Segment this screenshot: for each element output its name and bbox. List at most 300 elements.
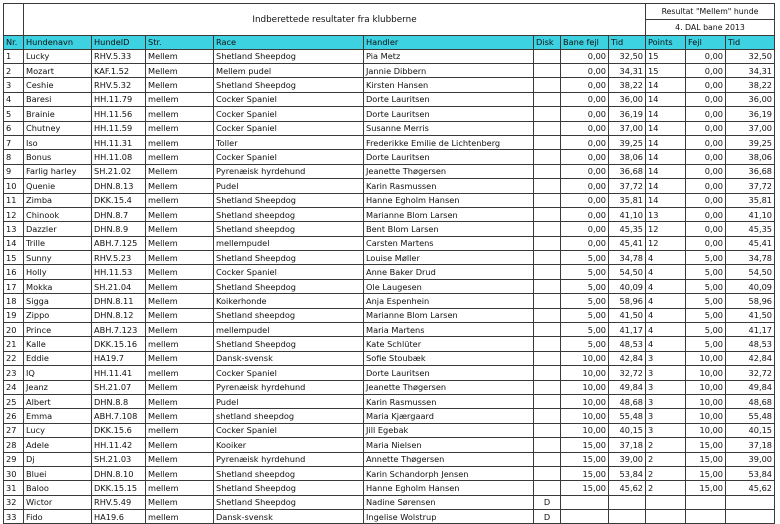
table-row — [4, 135, 775, 149]
cell-tid-total: 54,50 — [726, 265, 775, 279]
cell-fejl: 10,00 — [686, 394, 726, 408]
cell-disk — [534, 49, 561, 63]
cell-fejl: 0,00 — [686, 92, 726, 106]
cell-dog-id: HH.11.59 — [92, 121, 146, 135]
cell-size: Mellem — [146, 78, 214, 92]
cell-handler: Dorte Lauritsen — [364, 92, 534, 106]
table-row — [4, 251, 775, 265]
cell-race: Pyrenæisk hyrdehund — [214, 380, 364, 394]
cell-handler: Louise Møller — [364, 251, 534, 265]
cell-tid: 55,48 — [609, 409, 646, 423]
cell-fejl: 10,00 — [686, 351, 726, 365]
table-row — [4, 92, 775, 106]
cell-size: Mellem — [146, 466, 214, 480]
cell-nr: 10 — [4, 179, 24, 193]
cell-bane-fejl: 0,00 — [561, 164, 609, 178]
cell-tid-total: 48,68 — [726, 394, 775, 408]
cell-disk — [534, 78, 561, 92]
cell-tid: 48,68 — [609, 394, 646, 408]
cell-size: mellem — [146, 366, 214, 380]
cell-points: 4 — [646, 323, 686, 337]
cell-tid-total: 40,15 — [726, 423, 775, 437]
cell-disk — [534, 423, 561, 437]
title-row — [4, 4, 775, 20]
table-row — [4, 308, 775, 322]
cell-handler: Ole Laugesen — [364, 279, 534, 293]
cell-dog-name: Zimba — [24, 193, 92, 207]
cell-dog-id: SH.21.07 — [92, 380, 146, 394]
cell-tid-total: 36,68 — [726, 164, 775, 178]
cell-tid: 37,00 — [609, 121, 646, 135]
cell-nr: 30 — [4, 466, 24, 480]
cell-disk — [534, 351, 561, 365]
cell-fejl: 0,00 — [686, 150, 726, 164]
cell-points: 14 — [646, 179, 686, 193]
cell-nr: 13 — [4, 222, 24, 236]
cell-bane-fejl: 5,00 — [561, 279, 609, 293]
table-row — [4, 409, 775, 423]
cell-dog-name: Mokka — [24, 279, 92, 293]
cell-fejl: 0,00 — [686, 222, 726, 236]
cell-bane-fejl: 15,00 — [561, 438, 609, 452]
cell-fejl: 15,00 — [686, 466, 726, 480]
cell-bane-fejl: 10,00 — [561, 366, 609, 380]
cell-tid-total: 32,72 — [726, 366, 775, 380]
cell-nr: 26 — [4, 409, 24, 423]
cell-handler: Jeanette Thøgersen — [364, 164, 534, 178]
cell-disk — [534, 63, 561, 77]
cell-handler: Dorte Lauritsen — [364, 366, 534, 380]
cell-handler: Karin Rasmussen — [364, 179, 534, 193]
cell-tid: 45,62 — [609, 481, 646, 495]
cell-tid-total: 41,10 — [726, 207, 775, 221]
table-row — [4, 438, 775, 452]
cell-size: Mellem — [146, 495, 214, 509]
cell-dog-id: DHN.8.8 — [92, 394, 146, 408]
cell-tid: 41,10 — [609, 207, 646, 221]
cell-fejl: 0,00 — [686, 107, 726, 121]
cell-nr: 14 — [4, 236, 24, 250]
cell-race: Shetland Sheepdog — [214, 251, 364, 265]
cell-disk — [534, 438, 561, 452]
cell-bane-fejl — [561, 510, 609, 524]
cell-dog-name: Chinook — [24, 207, 92, 221]
cell-bane-fejl: 0,00 — [561, 107, 609, 121]
cell-nr: 2 — [4, 63, 24, 77]
cell-bane-fejl: 10,00 — [561, 351, 609, 365]
cell-size: mellem — [146, 135, 214, 149]
cell-fejl: 10,00 — [686, 423, 726, 437]
cell-dog-id: HH.11.31 — [92, 135, 146, 149]
cell-race: Koikerhonde — [214, 294, 364, 308]
cell-fejl: 0,00 — [686, 78, 726, 92]
cell-dog-name: Albert — [24, 394, 92, 408]
cell-dog-id: RHV.5.23 — [92, 251, 146, 265]
cell-bane-fejl: 0,00 — [561, 121, 609, 135]
cell-dog-id: DKK.15.6 — [92, 423, 146, 437]
cell-dog-name: Bonus — [24, 150, 92, 164]
cell-size: Mellem — [146, 351, 214, 365]
cell-tid: 36,68 — [609, 164, 646, 178]
cell-tid-total: 58,96 — [726, 294, 775, 308]
cell-tid: 40,09 — [609, 279, 646, 293]
cell-handler: Kirsten Hansen — [364, 78, 534, 92]
cell-dog-name: Iso — [24, 135, 92, 149]
cell-disk — [534, 135, 561, 149]
cell-race: Cocker Spaniel — [214, 423, 364, 437]
cell-size: mellem — [146, 423, 214, 437]
table-row — [4, 49, 775, 63]
cell-dog-name: Sigga — [24, 294, 92, 308]
cell-race: Shetland sheepdog — [214, 207, 364, 221]
cell-nr: 25 — [4, 394, 24, 408]
cell-handler: Nadine Sørensen — [364, 495, 534, 509]
cell-handler: Anne Baker Drud — [364, 265, 534, 279]
cell-race: Shetland Sheepdog — [214, 193, 364, 207]
cell-fejl: 0,00 — [686, 63, 726, 77]
cell-fejl: 0,00 — [686, 135, 726, 149]
cell-tid: 35,81 — [609, 193, 646, 207]
cell-points: 14 — [646, 150, 686, 164]
cell-tid: 38,22 — [609, 78, 646, 92]
cell-points: 14 — [646, 92, 686, 106]
cell-points: 2 — [646, 452, 686, 466]
col-points-header: Points — [646, 36, 686, 50]
cell-dog-name: Chutney — [24, 121, 92, 135]
cell-points: 2 — [646, 466, 686, 480]
cell-tid-total: 34,31 — [726, 63, 775, 77]
cell-dog-name: Emma — [24, 409, 92, 423]
cell-dog-name: Kalle — [24, 337, 92, 351]
cell-handler: Dorte Lauritsen — [364, 150, 534, 164]
cell-fejl: 0,00 — [686, 121, 726, 135]
cell-points: 12 — [646, 222, 686, 236]
cell-points: 3 — [646, 409, 686, 423]
cell-disk — [534, 481, 561, 495]
cell-nr: 7 — [4, 135, 24, 149]
table-row — [4, 337, 775, 351]
cell-bane-fejl: 0,00 — [561, 236, 609, 250]
cell-bane-fejl: 0,00 — [561, 63, 609, 77]
cell-handler: Dorte Lauritsen — [364, 107, 534, 121]
cell-points: 2 — [646, 481, 686, 495]
cell-fejl — [686, 510, 726, 524]
cell-size: Mellem — [146, 323, 214, 337]
title-spacer-left — [4, 4, 24, 36]
cell-points: 14 — [646, 193, 686, 207]
cell-bane-fejl: 5,00 — [561, 337, 609, 351]
table-row — [4, 78, 775, 92]
cell-tid-total: 34,78 — [726, 251, 775, 265]
cell-nr: 31 — [4, 481, 24, 495]
cell-bane-fejl: 0,00 — [561, 135, 609, 149]
cell-points — [646, 510, 686, 524]
cell-bane-fejl: 0,00 — [561, 222, 609, 236]
cell-points: 3 — [646, 351, 686, 365]
cell-tid: 49,84 — [609, 380, 646, 394]
cell-bane-fejl: 0,00 — [561, 150, 609, 164]
cell-size: Mellem — [146, 394, 214, 408]
cell-handler: Maria Nielsen — [364, 438, 534, 452]
table-row — [4, 179, 775, 193]
cell-disk — [534, 323, 561, 337]
cell-tid-total: 55,48 — [726, 409, 775, 423]
col-nr-header: Nr. — [4, 36, 24, 50]
cell-tid: 58,96 — [609, 294, 646, 308]
cell-nr: 29 — [4, 452, 24, 466]
cell-handler: Susanne Merris — [364, 121, 534, 135]
cell-race: shetland sheepdog — [214, 409, 364, 423]
cell-race: Shetland Sheepdog — [214, 49, 364, 63]
table-row — [4, 394, 775, 408]
cell-dog-id: HH.11.42 — [92, 438, 146, 452]
cell-fejl: 0,00 — [686, 49, 726, 63]
cell-race: Dansk-svensk — [214, 351, 364, 365]
cell-fejl: 5,00 — [686, 294, 726, 308]
cell-tid: 53,84 — [609, 466, 646, 480]
cell-points: 4 — [646, 294, 686, 308]
cell-handler: Hanne Egholm Hansen — [364, 481, 534, 495]
cell-dog-id: RHV.5.33 — [92, 49, 146, 63]
cell-dog-id: ABH.7.123 — [92, 323, 146, 337]
cell-bane-fejl: 10,00 — [561, 409, 609, 423]
cell-dog-name: Lucy — [24, 423, 92, 437]
cell-tid: 42,84 — [609, 351, 646, 365]
cell-race: Mellem pudel — [214, 63, 364, 77]
cell-fejl: 10,00 — [686, 366, 726, 380]
cell-tid: 39,25 — [609, 135, 646, 149]
cell-disk — [534, 92, 561, 106]
cell-dog-id: HH.11.79 — [92, 92, 146, 106]
cell-dog-name: Wictor — [24, 495, 92, 509]
cell-fejl: 5,00 — [686, 279, 726, 293]
cell-bane-fejl: 0,00 — [561, 193, 609, 207]
cell-points: 15 — [646, 49, 686, 63]
cell-bane-fejl: 10,00 — [561, 423, 609, 437]
table-row — [4, 63, 775, 77]
cell-tid-total: 49,84 — [726, 380, 775, 394]
table-row — [4, 351, 775, 365]
cell-race: Shetland sheepdog — [214, 222, 364, 236]
cell-dog-id: DHN.8.13 — [92, 179, 146, 193]
cell-points: 14 — [646, 78, 686, 92]
cell-size: mellem — [146, 481, 214, 495]
cell-fejl: 15,00 — [686, 438, 726, 452]
cell-size: Mellem — [146, 251, 214, 265]
cell-tid-total: 42,84 — [726, 351, 775, 365]
table-row — [4, 452, 775, 466]
cell-nr: 18 — [4, 294, 24, 308]
cell-dog-id: SH.21.04 — [92, 279, 146, 293]
cell-handler: Annette Thøgersen — [364, 452, 534, 466]
cell-handler: Maria Kjærgaard — [364, 409, 534, 423]
table-row — [4, 279, 775, 293]
cell-size: Mellem — [146, 409, 214, 423]
cell-tid-total: 41,17 — [726, 323, 775, 337]
cell-size: mellem — [146, 107, 214, 121]
cell-dog-id: DKK.15.15 — [92, 481, 146, 495]
cell-nr: 20 — [4, 323, 24, 337]
cell-race: Cocker Spaniel — [214, 121, 364, 135]
table-row — [4, 495, 775, 509]
competition-name: 4. DAL bane 2013 — [646, 20, 775, 36]
cell-handler: Frederikke Emilie de Lichtenberg — [364, 135, 534, 149]
column-header-row — [4, 36, 775, 50]
cell-tid-total: 37,72 — [726, 179, 775, 193]
cell-dog-name: Lucky — [24, 49, 92, 63]
cell-race: Pyrenæisk hyrdehund — [214, 164, 364, 178]
cell-handler: Maria Martens — [364, 323, 534, 337]
cell-disk — [534, 207, 561, 221]
cell-disk — [534, 452, 561, 466]
cell-tid-total — [726, 510, 775, 524]
cell-size: Mellem — [146, 236, 214, 250]
col-name-header: Hundenavn — [24, 36, 92, 50]
cell-dog-id: DHN.8.11 — [92, 294, 146, 308]
cell-tid: 34,78 — [609, 251, 646, 265]
cell-race: Shetland sheepdog — [214, 466, 364, 480]
cell-dog-name: Prince — [24, 323, 92, 337]
cell-dog-id: DKK.15.16 — [92, 337, 146, 351]
cell-disk: D — [534, 510, 561, 524]
cell-size: Mellem — [146, 308, 214, 322]
cell-dog-name: Baresi — [24, 92, 92, 106]
cell-bane-fejl: 10,00 — [561, 380, 609, 394]
cell-dog-id: DHN.8.9 — [92, 222, 146, 236]
cell-dog-id: ABH.7.108 — [92, 409, 146, 423]
cell-nr: 11 — [4, 193, 24, 207]
cell-dog-id: RHV.5.49 — [92, 495, 146, 509]
col-tid2-header: Tid — [726, 36, 775, 50]
cell-points: 3 — [646, 366, 686, 380]
cell-points: 4 — [646, 251, 686, 265]
cell-fejl: 10,00 — [686, 380, 726, 394]
cell-tid: 32,72 — [609, 366, 646, 380]
cell-race: Shetland Sheepdog — [214, 337, 364, 351]
cell-nr: 32 — [4, 495, 24, 509]
cell-tid: 45,35 — [609, 222, 646, 236]
cell-handler: Bent Blom Larsen — [364, 222, 534, 236]
cell-race: Shetland Sheepdog — [214, 495, 364, 509]
cell-points: 14 — [646, 135, 686, 149]
cell-dog-name: Bluei — [24, 466, 92, 480]
cell-size: Mellem — [146, 164, 214, 178]
cell-fejl: 0,00 — [686, 207, 726, 221]
table-row — [4, 366, 775, 380]
cell-race: Cocker Spaniel — [214, 265, 364, 279]
cell-tid: 32,50 — [609, 49, 646, 63]
cell-dog-id: HH.11.08 — [92, 150, 146, 164]
cell-nr: 1 — [4, 49, 24, 63]
cell-fejl: 0,00 — [686, 193, 726, 207]
cell-tid: 39,00 — [609, 452, 646, 466]
cell-tid — [609, 510, 646, 524]
cell-dog-id: HA19.7 — [92, 351, 146, 365]
cell-tid: 41,50 — [609, 308, 646, 322]
cell-points: 3 — [646, 423, 686, 437]
cell-disk — [534, 121, 561, 135]
cell-fejl: 0,00 — [686, 236, 726, 250]
table-row — [4, 121, 775, 135]
cell-size: Mellem — [146, 222, 214, 236]
cell-points: 3 — [646, 394, 686, 408]
cell-tid: 36,19 — [609, 107, 646, 121]
cell-bane-fejl: 5,00 — [561, 265, 609, 279]
cell-disk: D — [534, 495, 561, 509]
cell-disk — [534, 308, 561, 322]
cell-size: Mellem — [146, 438, 214, 452]
cell-points: 14 — [646, 121, 686, 135]
cell-fejl: 0,00 — [686, 179, 726, 193]
cell-race: Dansk-svensk — [214, 510, 364, 524]
cell-bane-fejl — [561, 495, 609, 509]
cell-dog-name: Fido — [24, 510, 92, 524]
cell-nr: 28 — [4, 438, 24, 452]
cell-disk — [534, 193, 561, 207]
table-row — [4, 466, 775, 480]
col-id-header: HundeID — [92, 36, 146, 50]
cell-tid-total: 35,81 — [726, 193, 775, 207]
cell-handler: Hanne Egholm Hansen — [364, 193, 534, 207]
cell-dog-name: Dazzler — [24, 222, 92, 236]
table-row — [4, 294, 775, 308]
cell-dog-name: Eddie — [24, 351, 92, 365]
cell-race: Toller — [214, 135, 364, 149]
cell-points: 13 — [646, 207, 686, 221]
cell-disk — [534, 265, 561, 279]
cell-disk — [534, 179, 561, 193]
cell-race: Shetland Sheepdog — [214, 279, 364, 293]
cell-disk — [534, 380, 561, 394]
cell-tid-total: 36,19 — [726, 107, 775, 121]
cell-handler: Kate Schlüter — [364, 337, 534, 351]
cell-dog-name: Ceshie — [24, 78, 92, 92]
cell-dog-name: Sunny — [24, 251, 92, 265]
col-bane-header: Bane fejl — [561, 36, 609, 50]
cell-tid: 37,18 — [609, 438, 646, 452]
cell-disk — [534, 366, 561, 380]
cell-handler: Marianne Blom Larsen — [364, 207, 534, 221]
cell-tid: 37,72 — [609, 179, 646, 193]
cell-nr: 3 — [4, 78, 24, 92]
cell-handler: Pia Metz — [364, 49, 534, 63]
cell-race: Shetland Sheepdog — [214, 481, 364, 495]
cell-nr: 9 — [4, 164, 24, 178]
cell-bane-fejl: 0,00 — [561, 78, 609, 92]
cell-dog-name: Adele — [24, 438, 92, 452]
cell-tid: 48,53 — [609, 337, 646, 351]
cell-tid-total: 45,41 — [726, 236, 775, 250]
cell-race: Shetland sheepdog — [214, 308, 364, 322]
cell-points: 3 — [646, 380, 686, 394]
col-disk-header: Disk — [534, 36, 561, 50]
cell-race: Cocker Spaniel — [214, 150, 364, 164]
cell-dog-id: DHN.8.12 — [92, 308, 146, 322]
cell-tid-total: 39,00 — [726, 452, 775, 466]
cell-bane-fejl: 0,00 — [561, 179, 609, 193]
cell-tid: 34,31 — [609, 63, 646, 77]
cell-size: Mellem — [146, 49, 214, 63]
cell-points: 15 — [646, 63, 686, 77]
cell-nr: 4 — [4, 92, 24, 106]
cell-disk — [534, 409, 561, 423]
cell-race: Cocker Spaniel — [214, 92, 364, 106]
cell-tid-total — [726, 495, 775, 509]
cell-tid-total: 38,22 — [726, 78, 775, 92]
table-row — [4, 380, 775, 394]
cell-tid-total: 37,00 — [726, 121, 775, 135]
cell-disk — [534, 279, 561, 293]
